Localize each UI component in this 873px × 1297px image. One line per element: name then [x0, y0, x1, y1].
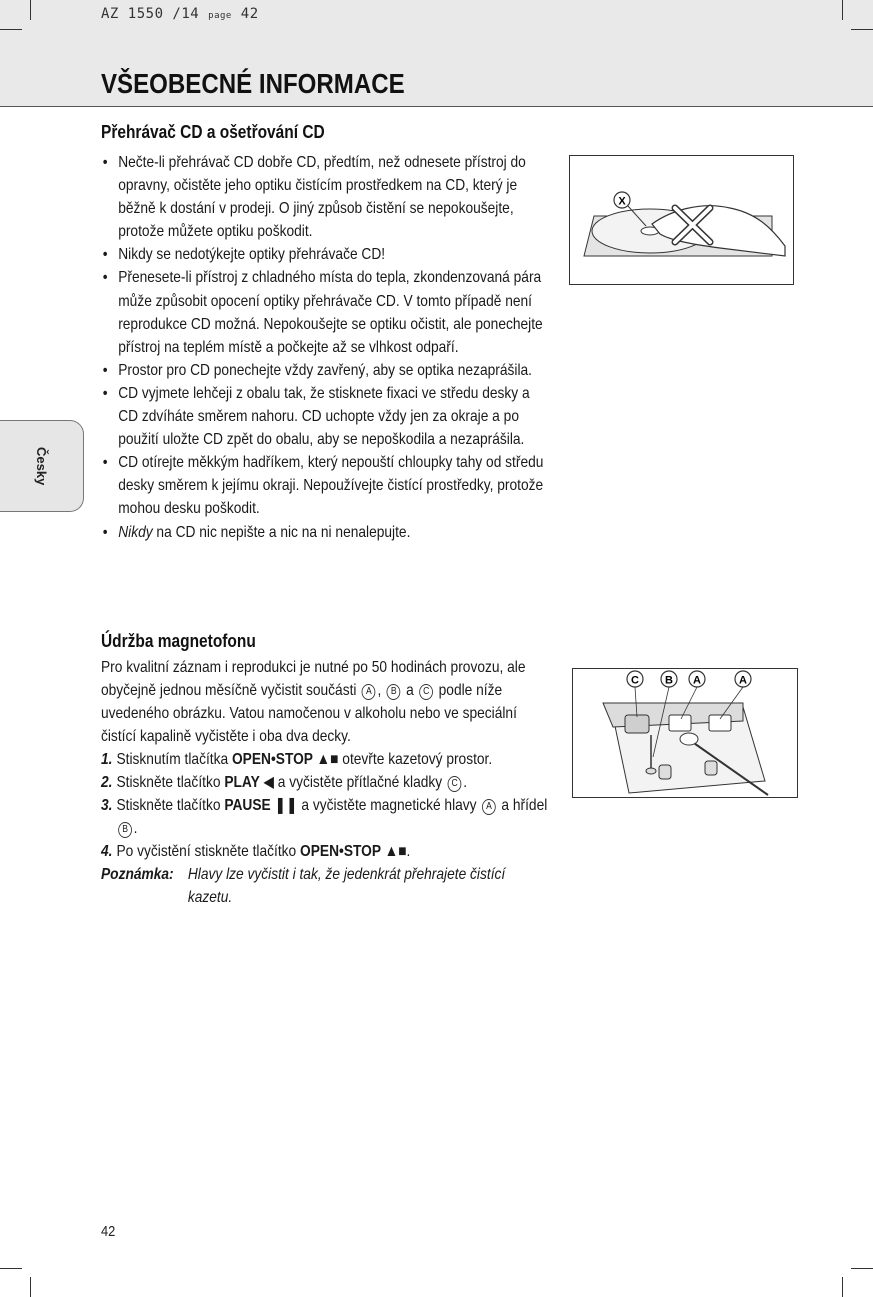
cd-section-heading: Přehrávač CD a ošetřování CD	[101, 122, 325, 142]
crop-mark	[842, 1277, 843, 1297]
figure-callout-label: X	[618, 195, 626, 208]
list-item: • Prostor pro CD ponechejte vždy zavřený, aby se optika nezaprášila.	[101, 359, 548, 382]
reel-spindle	[705, 761, 717, 775]
crop-mark	[30, 1277, 31, 1297]
list-item: • Přenesete-li přístroj z chladného místa do tepla, zkondenzovaná pára může způsobit opocení optiky přehrávače CD. V tomto případě není reprodukce CD možná. Nepokoušejte se optiku očistit, ale ponechejte přístroj na teplém místě a počkejte až se vlhkost odpaří.	[101, 266, 548, 358]
step-text: a vyčistěte přítlačné kladky	[273, 774, 446, 791]
note-text: Hlavy lze vyčistit i tak, že jedenkrát přehrajete čistící kazetu.	[187, 866, 506, 906]
page-word: page	[208, 11, 232, 21]
callout-c-label: C	[631, 674, 639, 687]
erase-head	[709, 715, 731, 731]
pinch-roller	[625, 715, 649, 733]
step-number: 4.	[101, 843, 113, 860]
crop-mark	[851, 1268, 873, 1269]
cotton-swab-tip	[680, 733, 698, 745]
list-item: • Nečte-li přehrávač CD dobře CD, předtím, než odnesete přístroj do opravny, očistěte jeho optiku čistícím prostředkem na CD, který je běžně k dostání v prodeji. O jiný způsob čistění se nepokoušejte, protože můžete optiku poškodit.	[101, 151, 548, 243]
step-text: a hřídel	[497, 797, 548, 814]
language-tab	[0, 420, 84, 512]
model-reference: AZ 1550 /14	[101, 6, 200, 22]
tape-head	[669, 715, 691, 731]
step-number: 3.	[101, 797, 113, 814]
tape-intro	[101, 656, 548, 748]
step-text: Stiskněte tlačítko	[116, 774, 225, 791]
crop-mark	[0, 29, 22, 30]
step-text: Stisknutím tlačítka	[116, 751, 232, 768]
intro-separator: a	[402, 682, 418, 699]
step-text: .	[463, 774, 468, 791]
callout-a-label: A	[693, 674, 701, 687]
list-item: • CD vyjmete lehčeji z obalu tak, že stisknete fixaci ve středu desky a CD zdvíháte směrem nahoru. CD uchopte vždy jen za okraje a po použití uložte CD zpět do obalu, aby se nepoškodila a nezaprášila.	[101, 382, 548, 451]
intro-text: podle níže uvedeného obrázku. Vatou namočenou v alkoholu nebo ve speciální čistící kapalině vyčistěte i oba dva decky.	[101, 682, 517, 745]
crop-mark	[30, 0, 31, 20]
step-text: .	[406, 843, 411, 860]
language-tab-label: Česky	[34, 447, 49, 486]
cd-care-list	[101, 151, 548, 544]
ref-c: C	[448, 776, 462, 792]
step-item	[101, 794, 548, 840]
callout-a-label: A	[739, 674, 747, 687]
list-item: • Nikdy se nedotýkejte optiky přehrávače CD!	[101, 243, 548, 266]
step-number: 1.	[101, 751, 113, 768]
step-item	[101, 771, 548, 794]
ref-a: A	[362, 684, 376, 700]
note-label: Poznámka:	[101, 866, 174, 883]
step-item	[101, 748, 548, 771]
intro-text: Pro kvalitní záznam i reprodukci je nutné po 50 hodinách provozu, ale obyčejně jednou měsíčně vyčistit součásti	[101, 659, 526, 699]
capstan-base	[646, 768, 656, 774]
list-item	[101, 521, 548, 544]
step-text: otevřte kazetový prostor.	[338, 751, 493, 768]
cd-cleaning-figure	[569, 155, 794, 285]
tape-deck-figure	[572, 668, 798, 798]
step-text: .	[133, 820, 138, 837]
list-item: • CD otírejte měkkým hadříkem, který nepouští chloupky tahy od středu desky směrem k jejímu okraji. Nepoužívejte čistící prostředky, protože mohou desku poškodit.	[101, 451, 548, 520]
tape-deck-illustration	[573, 669, 797, 797]
crop-mark	[851, 29, 873, 30]
crop-mark	[0, 1268, 22, 1269]
page-title: VŠEOBECNÉ INFORMACE	[101, 68, 405, 99]
reel-spindle	[659, 765, 671, 779]
ref-c: C	[419, 684, 433, 700]
step-item	[101, 840, 548, 863]
key-label: PAUSE ❚❚	[224, 797, 298, 814]
key-label: PLAY ◀	[224, 774, 274, 791]
tape-section-heading: Údržba magnetofonu	[101, 631, 256, 651]
ref-b: B	[118, 822, 132, 838]
ref-b: B	[387, 684, 401, 700]
key-label: OPEN•STOP ▲■	[231, 751, 339, 768]
page-number: 42	[101, 1223, 116, 1240]
callout-b-label: B	[665, 674, 673, 687]
step-text: Po vyčistění stiskněte tlačítko	[116, 843, 301, 860]
intro-separator: ,	[377, 682, 386, 699]
cd-illustration	[570, 156, 793, 284]
step-text: a vyčistěte magnetické hlavy	[297, 797, 481, 814]
document-reference	[101, 6, 259, 22]
ref-a: A	[482, 799, 496, 815]
crop-mark	[842, 0, 843, 20]
key-label: OPEN•STOP ▲■	[300, 843, 407, 860]
page-reference: 42	[240, 6, 259, 22]
tape-maintenance-text	[101, 656, 548, 909]
step-text: Stiskněte tlačítko	[116, 797, 225, 814]
step-number: 2.	[101, 774, 113, 791]
emphasis-nikdy: Nikdy	[118, 523, 153, 541]
header-band	[0, 0, 873, 107]
note	[101, 863, 548, 909]
last-bullet-text: na CD nic nepište a nic na ni nenalepujte.	[152, 523, 411, 541]
